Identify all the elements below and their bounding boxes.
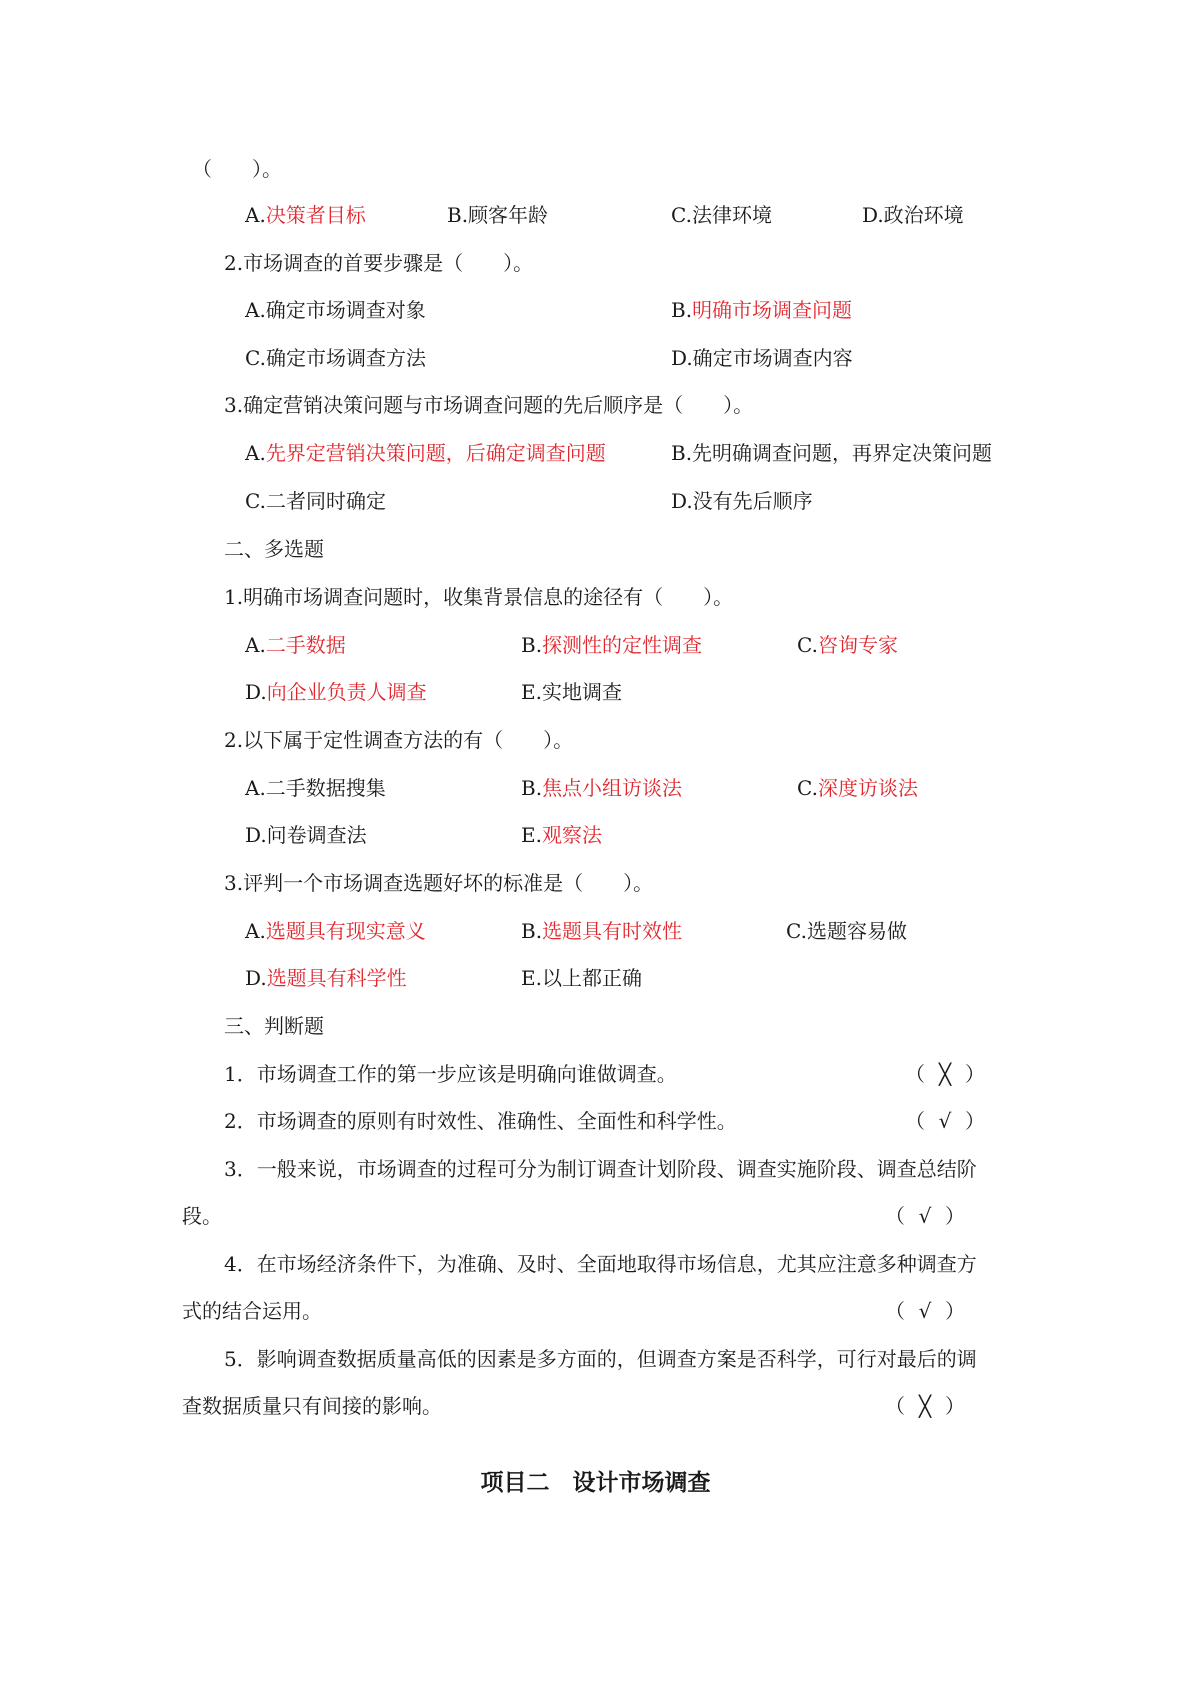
option-prefix: A.: [245, 203, 266, 227]
paren-open: （: [905, 1062, 925, 1086]
correct-answer: 选题具有时效性: [542, 919, 683, 943]
option-c: C.二者同时确定: [245, 489, 386, 513]
option-prefix: A.: [245, 441, 266, 465]
option-prefix: C.: [797, 633, 818, 657]
correct-answer: 先界定营销决策问题，后确定调查问题: [265, 441, 606, 465]
option-a: [245, 201, 366, 229]
option-b: [671, 296, 852, 324]
cross-icon: ╳: [938, 1062, 952, 1086]
true-false-question: 3．一般来说，市场调查的过程可分为制订调查计划阶段、调查实施阶段、调查总结阶: [224, 1157, 977, 1181]
correct-answer: 明确市场调查问题: [692, 298, 853, 322]
option-prefix: B.: [521, 919, 543, 943]
true-false-question-cont: 查数据质量只有间接的影响。: [182, 1394, 442, 1418]
chapter-title: 项目二 设计市场调查: [480, 1470, 711, 1496]
option-prefix: B.: [671, 298, 693, 322]
option-c: C.确定市场调查方法: [245, 346, 426, 370]
option-a: A.确定市场调查对象: [245, 298, 426, 322]
answer-mark: [885, 1297, 965, 1325]
check-icon: √: [918, 1299, 932, 1323]
paren-close: ）: [965, 1062, 985, 1086]
option-e: E.以上都正确: [521, 966, 642, 990]
correct-answer: 二手数据: [265, 633, 346, 657]
paren-open: （: [905, 1109, 925, 1133]
option-a: A.二手数据搜集: [245, 776, 386, 800]
option-prefix: A.: [245, 919, 266, 943]
correct-answer: 选题具有现实意义: [265, 919, 426, 943]
correct-answer: 焦点小组访谈法: [542, 776, 683, 800]
question-stem: 3.确定营销决策问题与市场调查问题的先后顺序是（ ）。: [224, 393, 754, 417]
answer-mark: [905, 1060, 985, 1088]
correct-answer: 探测性的定性调查: [542, 633, 703, 657]
option-prefix: D.: [245, 966, 267, 990]
paren-close: ）: [945, 1204, 965, 1228]
option-c: C.选题容易做: [786, 919, 907, 943]
paren-open: （: [885, 1204, 905, 1228]
option-b: B.顾客年龄: [447, 203, 549, 227]
option-d: D.政治环境: [862, 203, 964, 227]
paren-close: ）: [945, 1299, 965, 1323]
correct-answer: 选题具有科学性: [266, 966, 407, 990]
option-e: E.实地调查: [521, 680, 622, 704]
option-e: [521, 821, 602, 849]
option-prefix: B.: [521, 776, 543, 800]
true-false-question-cont: 式的结合运用。: [182, 1299, 322, 1323]
question-stem: 1.明确市场调查问题时，收集背景信息的途径有（ ）。: [224, 585, 734, 609]
cross-icon: ╳: [918, 1394, 932, 1418]
option-prefix: A.: [245, 633, 266, 657]
question-stem: 3.评判一个市场调查选题好坏的标准是（ ）。: [224, 871, 654, 895]
option-c: C.法律环境: [671, 203, 772, 227]
question-stem: 2.市场调查的首要步骤是（ ）。: [224, 251, 534, 275]
check-icon: √: [938, 1109, 952, 1133]
option-d: D.没有先后顺序: [671, 489, 813, 513]
option-b: [521, 917, 682, 945]
paren-open: （: [885, 1299, 905, 1323]
section-heading: 三、判断题: [224, 1014, 324, 1038]
option-b: [521, 631, 702, 659]
correct-answer: 向企业负责人调查: [266, 680, 427, 704]
true-false-question: 4．在市场经济条件下，为准确、及时、全面地取得市场信息，尤其应注意多种调查方: [224, 1252, 977, 1276]
true-false-question: 2．市场调查的原则有时效性、准确性、全面性和科学性。: [224, 1109, 737, 1133]
correct-answer: 咨询专家: [817, 633, 898, 657]
option-prefix: C.: [797, 776, 818, 800]
paren-close: ）: [945, 1394, 965, 1418]
section-heading: 二、多选题: [224, 537, 324, 561]
option-d: D.确定市场调查内容: [671, 346, 853, 370]
correct-answer: 决策者目标: [265, 203, 366, 227]
answer-mark: [885, 1202, 965, 1230]
option-d: [245, 678, 427, 706]
option-d: D.问卷调查法: [245, 823, 367, 847]
question-stem-continuation: （ ）。: [192, 157, 282, 181]
question-stem: 2.以下属于定性调查方法的有（ ）。: [224, 728, 574, 752]
paren-close: ）: [965, 1109, 985, 1133]
option-d: [245, 964, 407, 992]
answer-mark: [885, 1392, 965, 1420]
option-c: [797, 774, 918, 802]
option-c: [797, 631, 898, 659]
option-a: [245, 439, 606, 467]
option-prefix: E.: [521, 823, 542, 847]
true-false-question: 1．市场调查工作的第一步应该是明确向谁做调查。: [224, 1062, 677, 1086]
paren-open: （: [885, 1394, 905, 1418]
option-a: [245, 631, 346, 659]
option-a: [245, 917, 426, 945]
option-prefix: D.: [245, 680, 267, 704]
answer-mark: [905, 1107, 985, 1135]
check-icon: √: [918, 1204, 932, 1228]
true-false-question: 5．影响调查数据质量高低的因素是多方面的，但调查方案是否科学，可行对最后的调: [224, 1347, 977, 1371]
correct-answer: 观察法: [541, 823, 602, 847]
option-prefix: B.: [521, 633, 543, 657]
option-b: [521, 774, 682, 802]
option-b: B.先明确调查问题，再界定决策问题: [671, 441, 993, 465]
correct-answer: 深度访谈法: [817, 776, 918, 800]
true-false-question-cont: 段。: [182, 1204, 222, 1228]
